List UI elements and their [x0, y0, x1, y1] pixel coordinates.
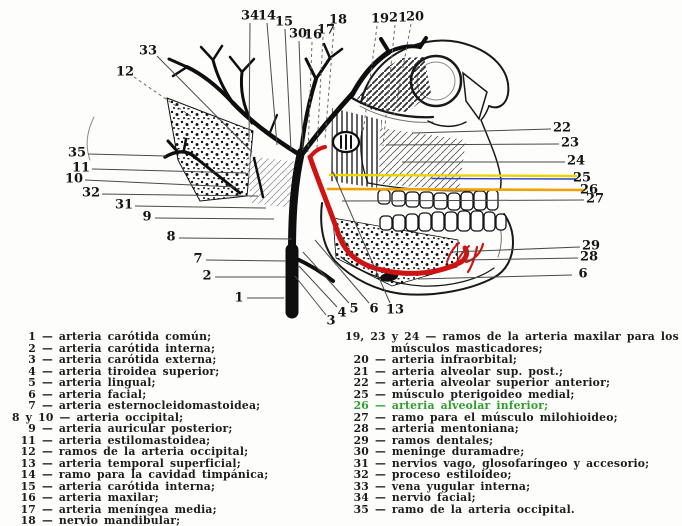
mental-branch-red: [466, 244, 483, 272]
callout-number-6: 6: [369, 301, 379, 317]
legend-entry-number: 15: [20, 479, 36, 493]
legend-entry-text: — arteria meníngea media;: [36, 502, 217, 516]
callout-number-18: 18: [328, 12, 348, 28]
legend-entry-number: 2: [28, 341, 36, 355]
callout-number-22: 22: [552, 120, 572, 136]
callout-number-20: 20: [405, 9, 425, 25]
callout-number-29: 29: [581, 238, 601, 254]
legend-entry-number: 12: [20, 445, 36, 458]
maxilla-shade: [379, 128, 466, 190]
legend-entry-text: — meninge duramadre;: [369, 445, 525, 458]
legend-entry-number: 5: [28, 376, 36, 389]
leader-line-8: [179, 238, 292, 239]
legend-entry-text: — ramo de la arteria occipital.: [369, 502, 575, 516]
legend-entry-number: 14: [20, 468, 36, 481]
leader-line-35: [88, 154, 166, 156]
legend-entry-text: — arteria maxilar;: [36, 491, 159, 504]
callout-number-9: 9: [142, 209, 152, 225]
legend-entry-number: 31: [353, 456, 369, 470]
leader-line-28: [464, 258, 578, 260]
legend-entry-number: 25: [353, 387, 369, 401]
legend-entry-text: — arteria carótida externa;: [36, 353, 217, 366]
ear-canal: [333, 132, 359, 152]
legend-col-left: [12, 331, 342, 526]
legend-entry: [345, 331, 679, 354]
legend-entry-number: 21: [353, 364, 369, 378]
legend-entry-text: — vena yugular interna;: [369, 479, 531, 493]
legend-entry-number: 35: [353, 502, 369, 516]
callout-number-11: 11: [71, 160, 91, 176]
callout-number-26: 26: [579, 182, 599, 198]
callout-number-6: 6: [578, 266, 588, 282]
facial-artery: [295, 258, 333, 281]
callout-number-31: 31: [114, 197, 134, 213]
legend-entry-text: — ramos de la arteria occipital;: [36, 445, 249, 458]
legend-entry-number: 16: [20, 491, 36, 504]
callout-number-4: 4: [337, 305, 347, 321]
leader-line-34: [249, 23, 250, 142]
callout-number-30: 30: [288, 26, 308, 42]
legend-entry-text: — ramos dentales;: [369, 433, 494, 447]
legend-entry-text: — ramos de la arteria maxilar para los músculos masticadores;: [391, 330, 679, 355]
legend-entry-text: — ramo para el músculo milohioideo;: [369, 410, 618, 424]
lower-teeth: [380, 211, 506, 231]
legend-entry-number: 29: [353, 433, 369, 447]
callout-number-17: 17: [316, 22, 336, 38]
legend-entry-number: 4: [28, 364, 36, 378]
legend-entry-number: 19, 23 y 24: [345, 330, 420, 343]
callout-number-33: 33: [138, 43, 158, 59]
legend-entry-text: — arteria alveolar inferior;: [369, 399, 549, 412]
callout-number-15: 15: [274, 14, 294, 30]
legend-entry-text: — arteria estilomastoidea;: [36, 433, 211, 447]
legend-entry-number: 34: [353, 491, 369, 504]
legend-entry-text: — arteria temporal superficial;: [36, 456, 241, 470]
callout-number-14: 14: [257, 8, 277, 24]
legend-entry-text: — arteria carótida interna;: [36, 479, 216, 493]
callout-number-12: 12: [115, 64, 135, 80]
legend-entry-number: 18: [20, 514, 36, 526]
leader-line-3: [295, 276, 326, 315]
callout-number-1: 1: [234, 290, 244, 306]
legend-entry-number: 32: [353, 468, 369, 481]
callout-number-13: 13: [385, 302, 405, 318]
legend-entry-text: — arteria carótida común;: [36, 330, 212, 343]
line-to-25-blue: [432, 179, 576, 180]
legend-entry-text: — ramo para la cavidad timpánica;: [36, 468, 269, 481]
legend-entry-number: 13: [20, 456, 36, 470]
legend-entry-number: 17: [20, 502, 36, 516]
legend-entry-number: 9: [28, 422, 36, 435]
callout-number-34: 34: [240, 8, 260, 24]
line-to-25-yellow: [330, 175, 576, 176]
legend-entry-number: 22: [353, 376, 369, 389]
legend-entry-number: 26: [353, 399, 369, 412]
legend-entry-text: — arteria auricular posterior;: [36, 422, 233, 435]
legend-entry-text: — arteria occipital;: [53, 410, 184, 424]
callout-number-23: 23: [560, 135, 580, 151]
legend-entry-text: — arteria infraorbital;: [369, 353, 518, 366]
callout-number-10: 10: [64, 171, 84, 187]
legend-entry-text: — nervios vago, glosofaríngeo y accesorio;: [369, 456, 650, 470]
legend-entry-text: — arteria mentoniana;: [369, 422, 519, 435]
leader-line-7: [206, 260, 286, 261]
callout-number-2: 2: [202, 268, 212, 284]
legend-entry-text: — proceso estiloideo;: [369, 468, 512, 481]
legend-entry-number: 20: [353, 353, 369, 366]
callout-number-21: 21: [388, 10, 408, 26]
callout-number-3: 3: [326, 313, 336, 327]
legend-entry-text: — arteria alveolar sup. post.;: [369, 364, 564, 378]
legend-entry-number: 6: [28, 387, 36, 401]
callout-number-5: 5: [349, 301, 359, 317]
callout-number-35: 35: [67, 145, 87, 161]
leader-line-22: [412, 129, 551, 133]
legend-entry-text: — arteria alveolar superior anterior;: [369, 376, 611, 389]
leader-line-9: [155, 218, 274, 219]
callout-number-32: 32: [81, 185, 101, 201]
legend-entry-text: — nervio facial;: [369, 491, 476, 504]
legend-entry-number: 28: [353, 422, 369, 435]
legend-entry-number: 8 y 10: [12, 410, 54, 424]
leader-line-30: [299, 41, 303, 150]
leader-line-31: [135, 206, 266, 208]
legend-entry-text: — nervio mandibular;: [36, 514, 181, 526]
callout-number-16: 16: [303, 27, 323, 43]
callout-number-8: 8: [166, 229, 176, 245]
legend-entry-number: 33: [353, 479, 369, 493]
leader-line-15: [285, 29, 291, 150]
legend-entry-text: — músculo pterigoideo medial;: [369, 387, 575, 401]
legend-entry-text: — arteria lingual;: [36, 376, 156, 389]
legend-entry-number: 11: [20, 433, 36, 447]
legend-entry-number: 3: [28, 353, 36, 366]
legend-entry: [12, 515, 342, 526]
callout-number-19: 19: [370, 11, 390, 27]
legend-entry-number: 30: [353, 445, 369, 458]
callout-number-27: 27: [585, 191, 605, 207]
leader-line-29: [452, 247, 580, 252]
callout-number-24: 24: [566, 153, 586, 169]
legend-entry-number: 1: [28, 330, 36, 343]
legend-entry-text: — arteria facial;: [36, 387, 147, 401]
callout-number-7: 7: [193, 251, 203, 267]
legend-entry-number: 27: [353, 410, 369, 424]
callout-number-28: 28: [579, 249, 599, 265]
legend-entry-text: — arteria esternocleidomastoidea;: [36, 399, 261, 412]
legend-entry-text: — arteria carótida interna;: [36, 341, 216, 355]
legend-entry-number: 7: [28, 399, 36, 412]
leader-line-6: [418, 275, 572, 279]
callout-number-25: 25: [572, 170, 592, 186]
legend-entry: [345, 504, 679, 516]
legend-entry-text: — arteria tiroidea superior;: [36, 364, 220, 378]
legend: [0, 327, 682, 526]
legend-col-right: [345, 331, 679, 515]
line-to-26-orange: [328, 189, 584, 190]
